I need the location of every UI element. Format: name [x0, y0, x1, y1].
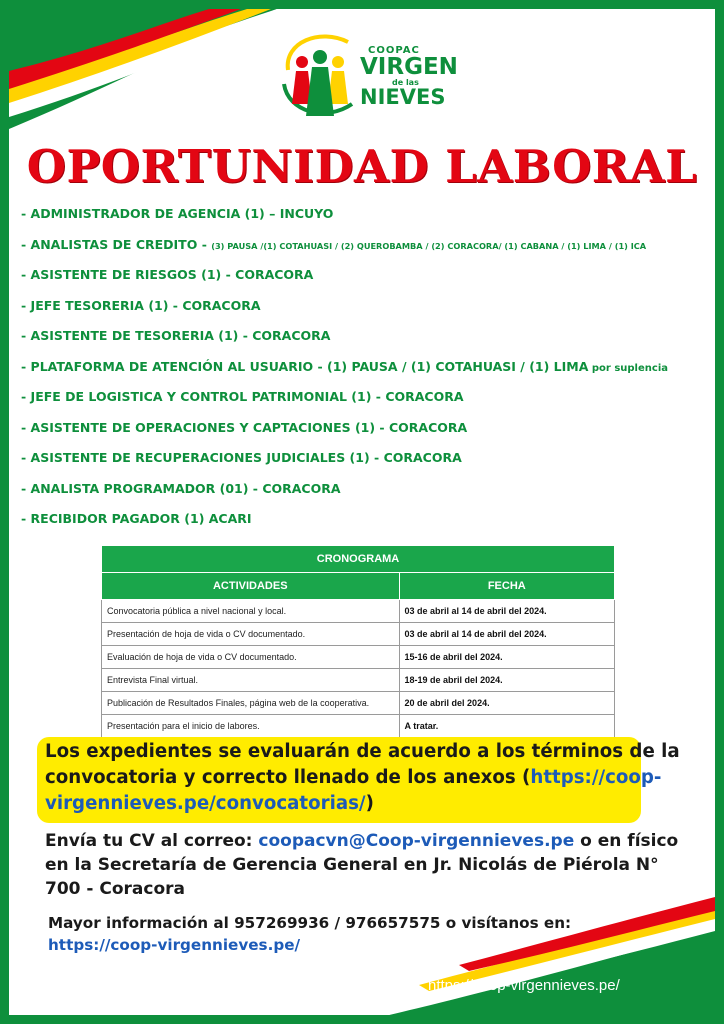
- actividad-cell: Convocatoria pública a nivel nacional y local.: [102, 600, 400, 623]
- more-info-text: [48, 912, 648, 956]
- fecha-cell: 20 de abril del 2024.: [399, 692, 614, 715]
- col-fecha: FECHA: [399, 573, 614, 600]
- job-item: - ASISTENTE DE RIESGOS (1) - CORACORA: [21, 267, 314, 282]
- actividad-cell: Entrevista Final virtual.: [102, 669, 400, 692]
- fecha-cell: 18-19 de abril del 2024.: [399, 669, 614, 692]
- send-cv-label: Envía tu CV al correo:: [45, 831, 259, 851]
- job-item: [21, 357, 711, 388]
- website-link[interactable]: https://coop-virgennieves.pe/: [48, 936, 301, 954]
- actividad-cell: Presentación para el inicio de labores.: [102, 715, 400, 738]
- job-list: [21, 204, 711, 540]
- fecha-cell: A tratar.: [399, 715, 614, 738]
- table-row: [102, 600, 615, 623]
- job-item: [21, 235, 711, 266]
- actividad-cell: Publicación de Resultados Finales, página web de la cooperativa.: [102, 692, 400, 715]
- job-item: - JEFE TESORERIA (1) - CORACORA: [21, 297, 261, 313]
- job-item: - JEFE DE LOGISTICA Y CONTROL PATRIMONIAL (1) - CORACORA: [21, 389, 464, 404]
- job-item: - ADMINISTRADOR DE AGENCIA (1) – INCUYO: [21, 206, 334, 221]
- job-item: - ASISTENTE DE TESORERIA (1) - CORACORA: [21, 328, 331, 343]
- send-cv-address: o en físico en la Secretaría de Gerencia General en Jr. Nicolás de Piérola N° 700 - Coracora: [45, 831, 679, 899]
- notice-body: Los expedientes se evaluarán de acuerdo a los términos de la convocatoria y correcto llenado de los anexos (: [45, 741, 680, 788]
- table-row: [102, 646, 615, 669]
- job-item: - ASISTENTE DE OPERACIONES Y CAPTACIONES (1) - CORACORA: [21, 419, 468, 435]
- table-row: [102, 669, 615, 692]
- more-info-body: Mayor información al 957269936 / 976657575 o visítanos en:: [48, 914, 572, 932]
- page-title: OPORTUNIDAD LABORAL: [26, 140, 698, 193]
- logo-nieves: NIEVES: [360, 85, 446, 109]
- table-row: [102, 715, 615, 738]
- footer-url[interactable]: https://coop-virgennieves.pe/: [428, 977, 620, 994]
- send-cv-text: [45, 829, 685, 901]
- email-link[interactable]: coopacvn@Coop-virgennieves.pe: [258, 831, 575, 851]
- job-title: - PLATAFORMA DE ATENCIÓN AL USUARIO - (1) PAUSA / (1) COTAHUASI / (1) LIMA: [21, 358, 589, 374]
- notice-text: [45, 739, 685, 817]
- logo-coopac: COOPAC: [368, 45, 420, 56]
- logo-text: [360, 46, 458, 108]
- job-note: por suplencia: [588, 362, 668, 374]
- job-item: - ANALISTA PROGRAMADOR (01) - CORACORA: [21, 480, 341, 496]
- job-locations: (3) PAUSA /(1) COTAHUASI / (2) QUEROBAMBA / (2) CORACORA/ (1) CABANA / (1) LIMA / (1) ICA: [211, 240, 647, 251]
- fecha-cell: 03 de abril al 14 de abril del 2024.: [399, 600, 614, 623]
- job-item: - RECIBIDOR PAGADOR (1) ACARI: [21, 511, 252, 526]
- cronograma-table: [101, 545, 615, 738]
- fecha-cell: 03 de abril al 14 de abril del 2024.: [399, 623, 614, 646]
- col-actividades: ACTIVIDADES: [102, 573, 400, 600]
- logo-de-las: de las: [392, 78, 419, 87]
- table-row: [102, 692, 615, 715]
- notice-close: ): [365, 793, 374, 814]
- fecha-cell: 15-16 de abril del 2024.: [399, 646, 614, 669]
- convocatorias-link[interactable]: https://coop-virgennieves.pe/convocatorias/: [45, 767, 662, 814]
- job-title: - ANALISTAS DE CREDITO -: [21, 236, 212, 252]
- table-row: [102, 623, 615, 646]
- cronograma-title: CRONOGRAMA: [102, 546, 615, 573]
- job-item: - ASISTENTE DE RECUPERACIONES JUDICIALES (1) - CORACORA: [21, 450, 462, 465]
- actividad-cell: Evaluación de hoja de vida o CV documentado.: [102, 646, 400, 669]
- logo-virgen: VIRGEN: [360, 54, 458, 80]
- actividad-cell: Presentación de hoja de vida o CV documentado.: [102, 623, 400, 646]
